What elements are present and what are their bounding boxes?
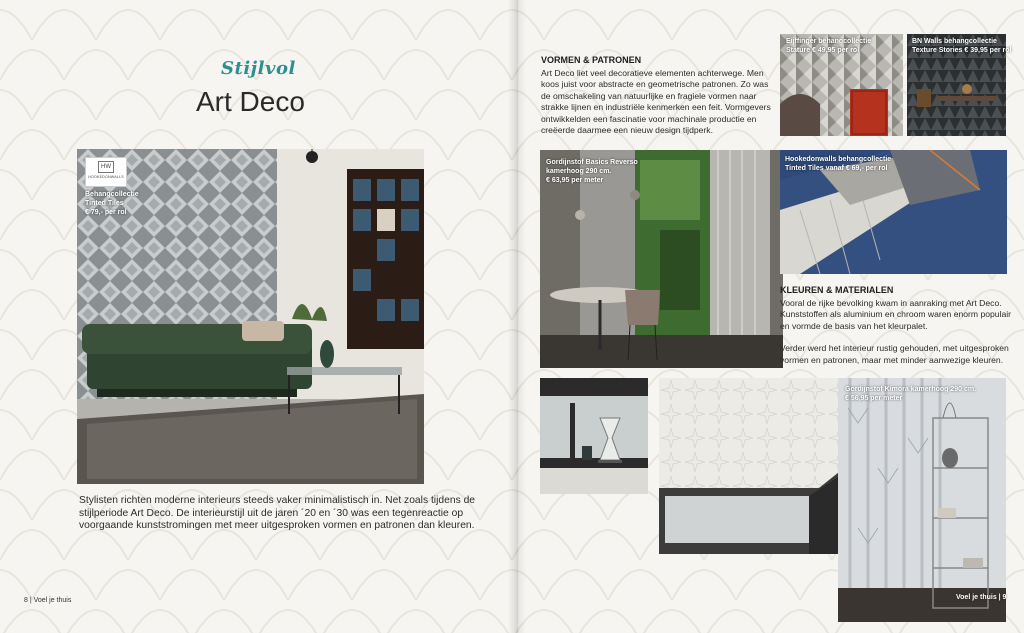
right-page (516, 0, 1024, 633)
page-number-right: Voel je thuis | 9 (956, 594, 1007, 601)
caption-line: Stature € 49,95 per rol (786, 47, 860, 54)
caption-line: Behangcollectie (85, 191, 139, 198)
logo-wordmark: HOOKEDONWALLS (88, 175, 124, 179)
intro-paragraph: Stylisten richten moderne interieurs steeds vaker minimalistisch in. Net zoals tijdens de stijlperiode Art Deco. De interieurstijl uit de jaren ´20 en ´30 was een tegenreactie op voorgaande kunststromingen met meer uitgesproken vormen en patronen dan kleuren. (79, 495, 476, 532)
caption-line: € 79,- per rol (85, 209, 127, 216)
kimora-curtain-photo (838, 378, 1006, 622)
caption-line: kamerhoog 290 cm. (546, 168, 612, 175)
caption-line: Hookedonwalls behangcollectie (785, 156, 892, 163)
kicker-title: Stijlvol (221, 58, 296, 79)
logo-mark: HW (98, 161, 114, 173)
section-heading-vormen: VORMEN & PATRONEN (541, 55, 642, 65)
caption-line: Eijffinger behangcollectie (786, 38, 872, 45)
wallpaper-window-frame-photo (659, 378, 844, 554)
section-text-vormen: Art Deco liet veel decoratieve elementen achterwege. Men koos juist voor abstracte en geometrische patronen. Zo was de omschakeling van natuurlijke en fragiele vormen naar strakke lijnen en industriële kenmerken een feit. Vormgevers ontwikkelden een fascinatie voor machinale productie en creëerde daarmee een nieuw design tijdperk. (541, 68, 771, 136)
kimora-caption (845, 385, 976, 403)
page-number-left: 8 | Voel je thuis (24, 597, 72, 604)
hero-caption (85, 190, 139, 217)
window-hourglass-photo (540, 378, 648, 494)
caption-line: BN Walls behangcollectie (912, 38, 997, 45)
caption-line: Texture Stories € 39,95 per rol (912, 47, 1012, 54)
hooked-caption (785, 155, 891, 173)
page-title: Art Deco (196, 86, 305, 117)
bn-walls-caption (912, 37, 1011, 55)
section-text-kleuren-1: Vooral de rijke bevolking kwam in aanraking met Art Deco. Kunststoffen als aluminium en chroom waren enorm populair en vormde de basis van het kleurpalet. (780, 298, 1012, 331)
caption-line: Tinted Tiles vanaf € 69,- per rol (785, 165, 888, 172)
hookedonwalls-logo (85, 157, 127, 187)
section-text-kleuren-2: Verder werd het interieur rustig gehouden, met uitgesproken vormen en patronen, maar met minder aanwezige kleuren. (780, 343, 1009, 365)
caption-line: € 56,95 per meter (845, 395, 903, 402)
reverso-caption (546, 158, 638, 185)
section-heading-kleuren: KLEUREN & MATERIALEN (780, 285, 894, 295)
caption-line: € 63,95 per meter (546, 177, 604, 184)
caption-line: Gordijnstof Kimora kamerhoog 290 cm. (845, 386, 977, 393)
eijffinger-caption (786, 37, 871, 55)
caption-line: Gordijnstof Basics Reverso (546, 159, 638, 166)
section-text-kleuren (780, 298, 1012, 366)
caption-line: Tinted Tiles (85, 200, 124, 207)
